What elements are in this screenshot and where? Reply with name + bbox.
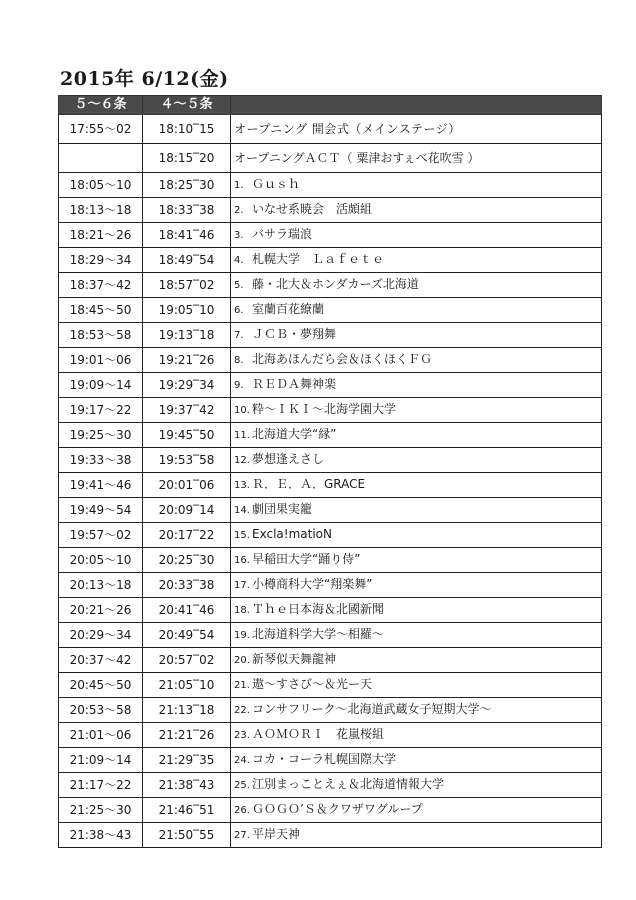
order-number: 25.: [234, 780, 250, 791]
table-row: [59, 373, 602, 398]
team-name: コカ・コーラ札幌国際大学: [252, 752, 397, 766]
team-name: 江別まっことえぇ＆北海道情報大学: [252, 777, 445, 791]
event-name: オープニング 開会式（メインステージ）: [231, 115, 602, 144]
order-number: 6.: [234, 305, 244, 316]
table-row: [59, 323, 602, 348]
table-row: [59, 673, 602, 698]
team-cell: [231, 573, 602, 598]
time-5-6: 19:17～22: [59, 398, 143, 423]
team-name: 北海道大学“縁”: [252, 427, 337, 441]
time-5-6: 18:05～10: [59, 173, 143, 198]
team-name: ＲＥＤＡ舞神楽: [252, 377, 337, 391]
time-5-6: 17:55～02: [59, 115, 143, 144]
team-name: 新琴似天舞龍神: [252, 652, 337, 666]
team-cell: [231, 798, 602, 823]
team-cell: [231, 273, 602, 298]
time-4-5: 20:49‾54: [143, 623, 231, 648]
order-number: 21.: [234, 680, 250, 691]
time-4-5: 19:13‾18: [143, 323, 231, 348]
time-4-5: 20:33‾38: [143, 573, 231, 598]
schedule-table: [58, 95, 602, 848]
team-cell: [231, 548, 602, 573]
order-number: 2.: [234, 205, 244, 216]
order-number: 22.: [234, 705, 250, 716]
event-name: オープニングＡＣＴ（ 粟津おすぇべ花吹雪 ）: [231, 144, 602, 173]
time-5-6: 19:09～14: [59, 373, 143, 398]
table-row: [59, 648, 602, 673]
header-row: [59, 96, 602, 115]
time-4-5: 19:21‾26: [143, 348, 231, 373]
order-number: 13.: [234, 480, 250, 491]
team-cell: [231, 648, 602, 673]
time-5-6: 19:57～02: [59, 523, 143, 548]
order-number: 19.: [234, 630, 250, 641]
team-name: Ｒ．Ｅ．Ａ．GRACE: [252, 477, 366, 491]
team-cell: [231, 723, 602, 748]
time-5-6: 20:21～26: [59, 598, 143, 623]
team-cell: [231, 348, 602, 373]
table-row: [59, 548, 602, 573]
team-name: 北海道科学大学～相羅～: [252, 627, 385, 641]
time-5-6: 20:13～18: [59, 573, 143, 598]
order-number: 7.: [234, 330, 244, 341]
time-5-6: 18:37～42: [59, 273, 143, 298]
team-name: Ｇｕｓｈ: [252, 177, 301, 191]
order-number: 11.: [234, 430, 250, 441]
time-4-5: 21:50‾55: [143, 823, 231, 848]
team-cell: [231, 673, 602, 698]
team-name: 小樽商科大学“翔楽舞”: [252, 577, 373, 591]
time-5-6: 19:33～38: [59, 448, 143, 473]
order-number: 24.: [234, 755, 250, 766]
time-4-5: 19:05‾10: [143, 298, 231, 323]
time-4-5: 21:21‾26: [143, 723, 231, 748]
team-cell: [231, 823, 602, 848]
team-name: ＡＯＭＯＲＩ 花嵐桜組: [252, 727, 385, 741]
team-cell: [231, 398, 602, 423]
time-5-6: 20:45～50: [59, 673, 143, 698]
team-cell: [231, 373, 602, 398]
table-row: [59, 698, 602, 723]
time-5-6: 21:17～22: [59, 773, 143, 798]
time-4-5: 20:09‾14: [143, 498, 231, 523]
table-row: [59, 573, 602, 598]
team-cell: [231, 698, 602, 723]
order-number: 23.: [234, 730, 250, 741]
time-5-6: 19:01～06: [59, 348, 143, 373]
order-number: 8.: [234, 355, 244, 366]
team-cell: [231, 748, 602, 773]
team-cell: [231, 173, 602, 198]
team-name: 早稲田大学“踊り侍”: [252, 552, 361, 566]
header-col-5-6: ５～６条: [59, 96, 143, 115]
order-number: 18.: [234, 605, 250, 616]
opening-row: [59, 115, 602, 144]
time-4-5: 21:05‾10: [143, 673, 231, 698]
time-5-6: 21:38～43: [59, 823, 143, 848]
table-row: [59, 173, 602, 198]
time-4-5: 19:53‾58: [143, 448, 231, 473]
opening-act-row: [59, 144, 602, 173]
header-col-4-5: ４～５条: [143, 96, 231, 115]
order-number: 12.: [234, 455, 250, 466]
time-4-5: 19:45‾50: [143, 423, 231, 448]
table-row: [59, 273, 602, 298]
order-number: 16.: [234, 555, 250, 566]
time-4-5: 21:38‾43: [143, 773, 231, 798]
table-row: [59, 348, 602, 373]
order-number: 27.: [234, 830, 250, 841]
order-number: 15.: [234, 530, 250, 541]
team-cell: [231, 198, 602, 223]
time-4-5: 18:57‾02: [143, 273, 231, 298]
time-5-6: 18:53～58: [59, 323, 143, 348]
table-row: [59, 248, 602, 273]
time-4-5: 18:15‾20: [143, 144, 231, 173]
order-number: 3.: [234, 230, 244, 241]
order-number: 4.: [234, 255, 244, 266]
team-name: 劇団果実籠: [252, 502, 313, 516]
team-cell: [231, 623, 602, 648]
table-row: [59, 223, 602, 248]
team-cell: [231, 598, 602, 623]
time-5-6: 18:21～26: [59, 223, 143, 248]
time-5-6: 19:25～30: [59, 423, 143, 448]
time-4-5: 20:41‾46: [143, 598, 231, 623]
time-4-5: 20:57‾02: [143, 648, 231, 673]
team-name: ＧＯＧＯ’Ｓ＆クワザワグループ: [252, 802, 423, 816]
table-row: [59, 523, 602, 548]
time-5-6: 20:29～34: [59, 623, 143, 648]
order-number: 20.: [234, 655, 250, 666]
team-cell: [231, 473, 602, 498]
team-name: 藤・北大＆ホンダカーズ北海道: [252, 277, 419, 291]
page-title: 2015年 6/12(金): [60, 68, 229, 90]
table-row: [59, 473, 602, 498]
time-5-6: 20:05～10: [59, 548, 143, 573]
order-number: 14.: [234, 505, 250, 516]
team-name: ＪＣＢ・夢翔舞: [252, 327, 337, 341]
team-cell: [231, 448, 602, 473]
time-4-5: 19:29‾34: [143, 373, 231, 398]
team-name: バサラ瑞浪: [252, 227, 313, 241]
team-cell: [231, 773, 602, 798]
order-number: 17.: [234, 580, 250, 591]
time-5-6: 20:53～58: [59, 698, 143, 723]
order-number: 1.: [234, 180, 244, 191]
team-name: コンサフリーク～北海道武蔵女子短期大学～: [252, 702, 492, 716]
team-cell: [231, 223, 602, 248]
team-name: 室蘭百花繚蘭: [252, 302, 325, 316]
time-4-5: 20:25‾30: [143, 548, 231, 573]
team-cell: [231, 323, 602, 348]
time-4-5: 21:29‾35: [143, 748, 231, 773]
time-4-5: 20:01‾06: [143, 473, 231, 498]
team-name: 平岸天神: [252, 827, 301, 841]
order-number: 9.: [234, 380, 244, 391]
table-row: [59, 398, 602, 423]
time-5-6: 20:37～42: [59, 648, 143, 673]
time-4-5: 19:37‾42: [143, 398, 231, 423]
table-row: [59, 498, 602, 523]
time-4-5: 18:49‾54: [143, 248, 231, 273]
team-name: 遨～すさび～＆光ー天: [252, 677, 373, 691]
time-5-6: [59, 144, 143, 173]
table-row: [59, 623, 602, 648]
team-name: Excla!matioN: [252, 527, 332, 541]
time-4-5: 21:46‾51: [143, 798, 231, 823]
table-row: [59, 773, 602, 798]
time-5-6: 21:25～30: [59, 798, 143, 823]
time-5-6: 21:09～14: [59, 748, 143, 773]
time-4-5: 21:13‾18: [143, 698, 231, 723]
time-4-5: 18:10‾15: [143, 115, 231, 144]
table-row: [59, 298, 602, 323]
team-name: 札幌大学 Ｌａｆｅｔｅ: [252, 252, 385, 266]
team-name: Ｔｈｅ日本海＆北國新聞: [252, 602, 385, 616]
table-row: [59, 823, 602, 848]
time-5-6: 19:49～54: [59, 498, 143, 523]
time-5-6: 18:45～50: [59, 298, 143, 323]
time-4-5: 20:17‾22: [143, 523, 231, 548]
table-row: [59, 423, 602, 448]
table-row: [59, 798, 602, 823]
table-row: [59, 198, 602, 223]
table-row: [59, 448, 602, 473]
time-4-5: 18:41‾46: [143, 223, 231, 248]
order-number: 26.: [234, 805, 250, 816]
team-name: 粋～ＩＫＩ～北海学園大学: [252, 402, 397, 416]
time-4-5: 18:33‾38: [143, 198, 231, 223]
header-col-name: [231, 96, 602, 115]
time-5-6: 18:13～18: [59, 198, 143, 223]
team-cell: [231, 498, 602, 523]
time-5-6: 21:01～06: [59, 723, 143, 748]
team-cell: [231, 423, 602, 448]
team-cell: [231, 248, 602, 273]
table-row: [59, 598, 602, 623]
order-number: 5.: [234, 280, 244, 291]
table-row: [59, 723, 602, 748]
time-4-5: 18:25‾30: [143, 173, 231, 198]
time-5-6: 18:29～34: [59, 248, 143, 273]
team-name: いなせ系暁会 活頗組: [252, 202, 373, 216]
order-number: 10.: [234, 405, 250, 416]
time-5-6: 19:41～46: [59, 473, 143, 498]
team-name: 北海あほんだら会＆ほくほくＦＧ: [252, 352, 433, 366]
team-cell: [231, 298, 602, 323]
team-name: 夢想逢えさし: [252, 452, 325, 466]
team-cell: [231, 523, 602, 548]
table-row: [59, 748, 602, 773]
